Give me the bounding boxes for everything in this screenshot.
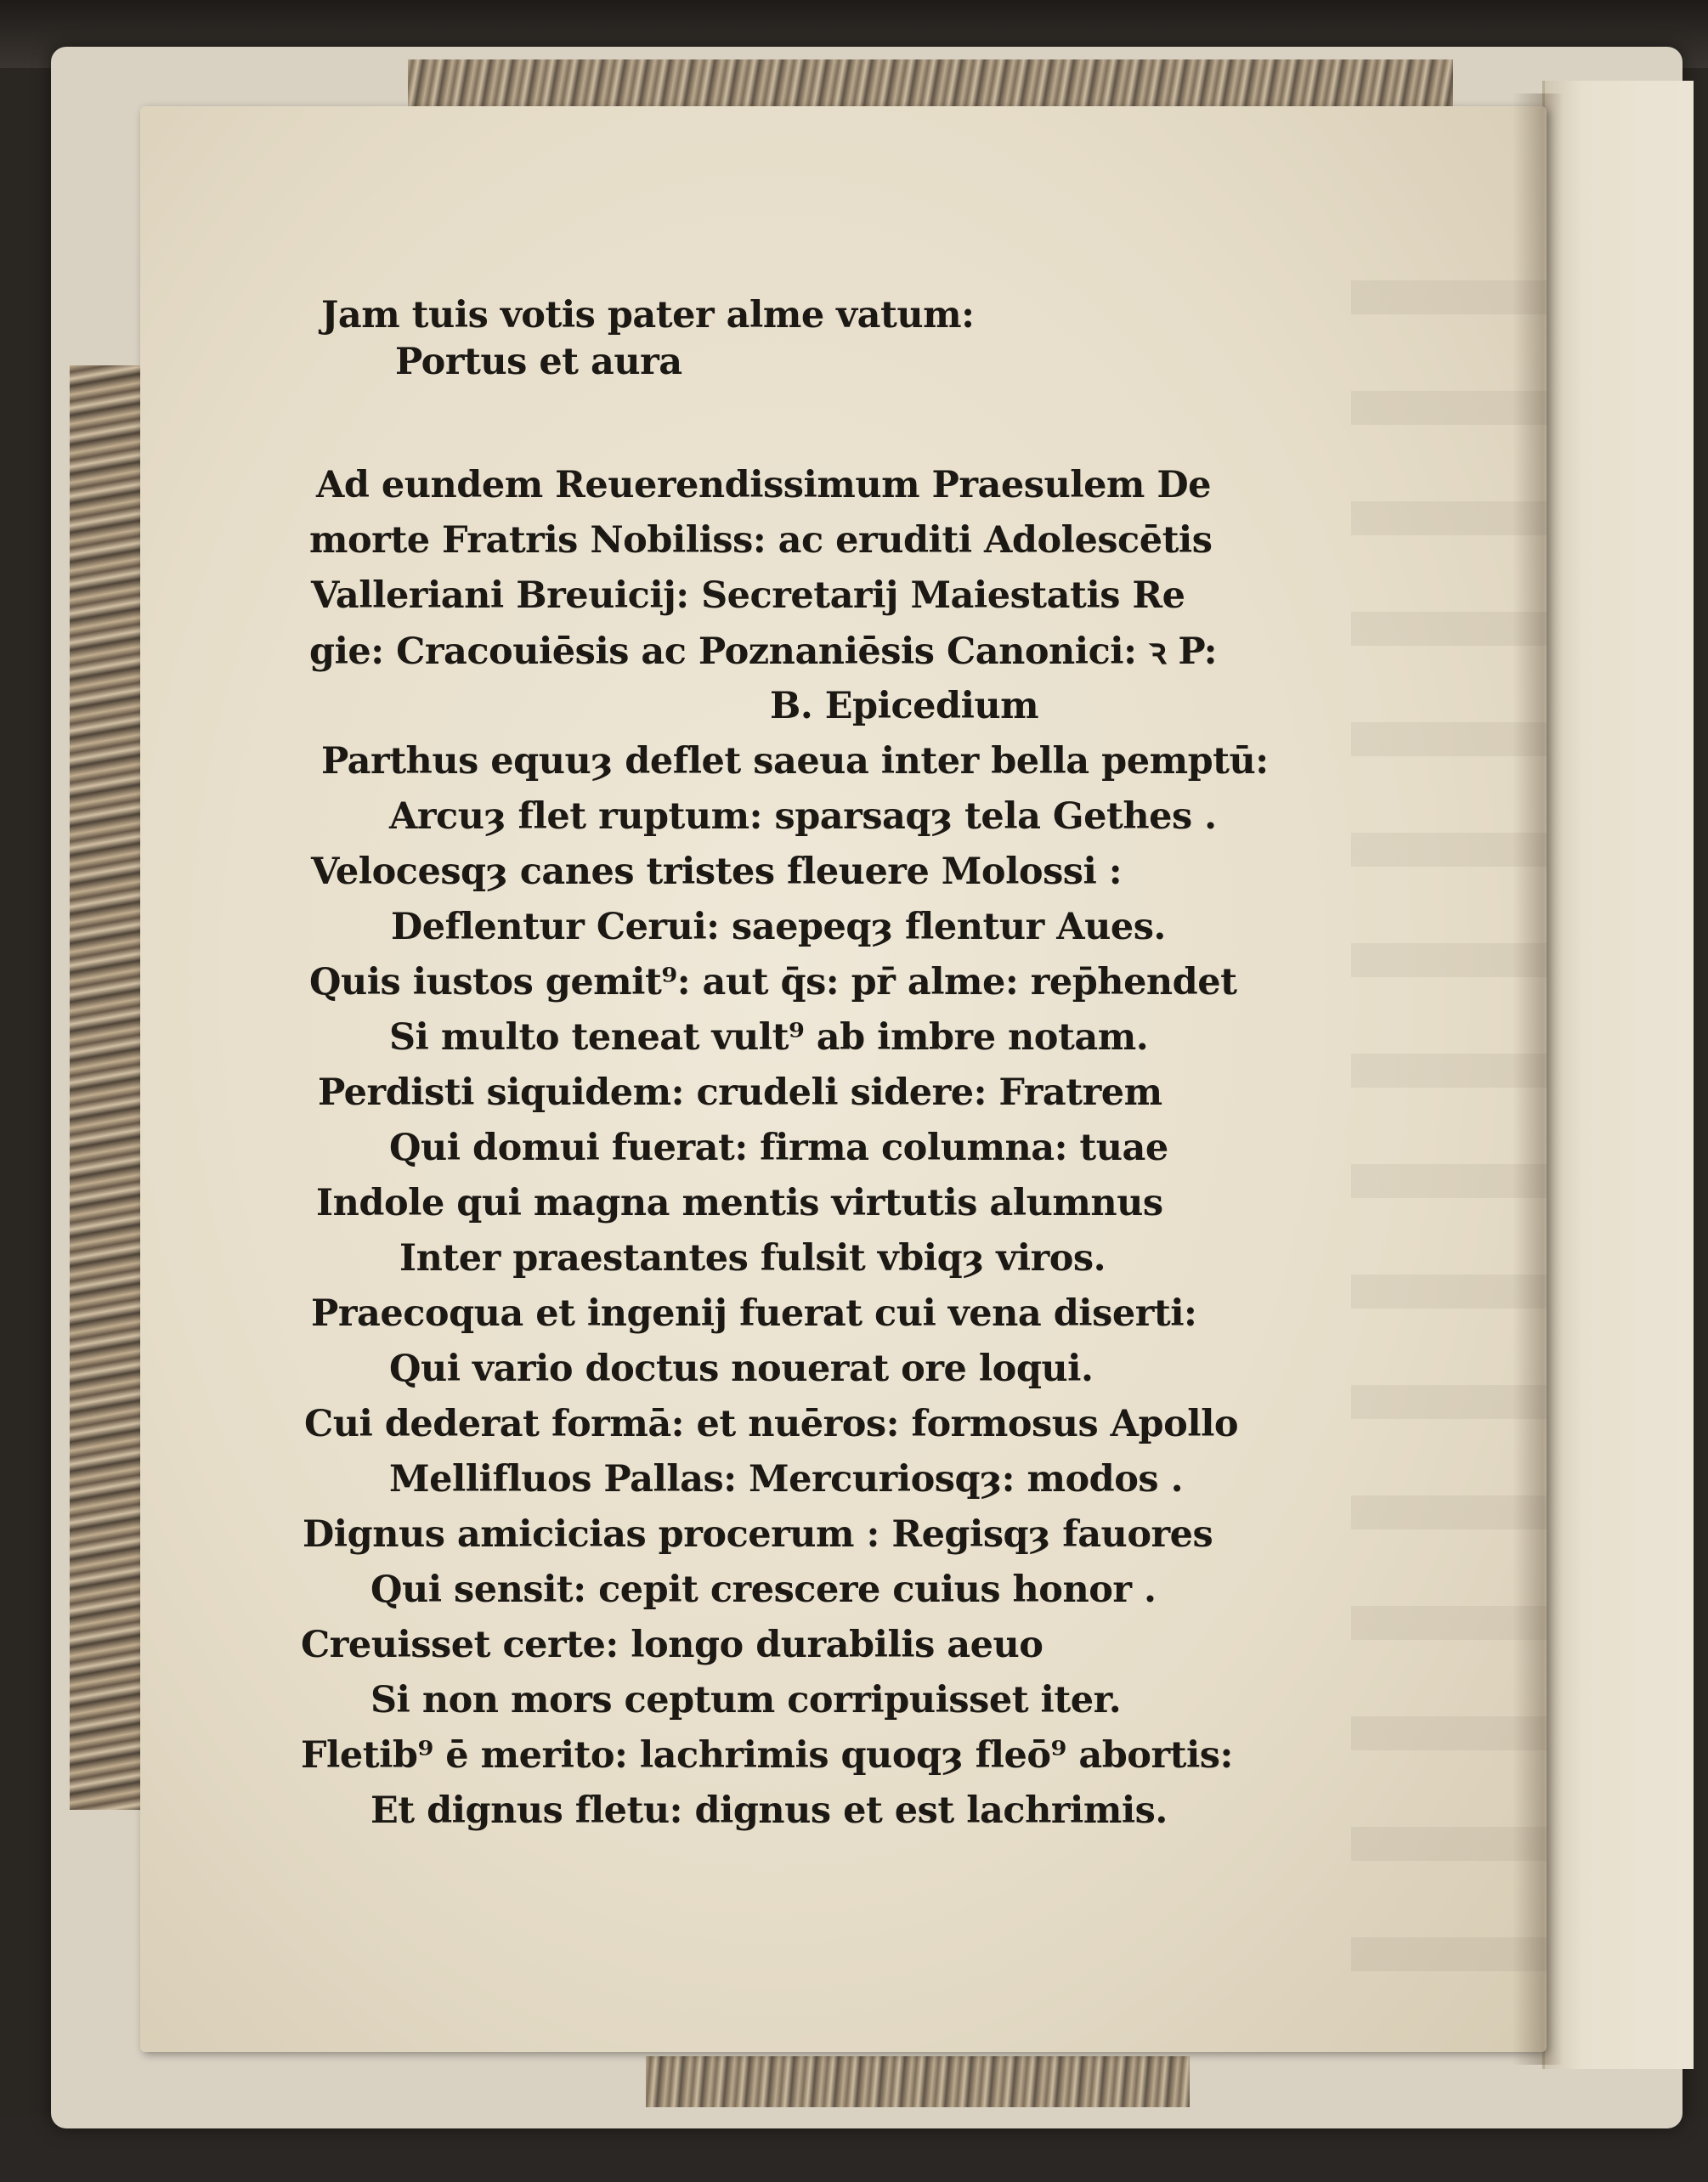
text-line: Parthus equuȝ deflet saeua inter bella pemptū: (321, 740, 1269, 783)
text-line: Qui domui fuerat: firma columna: tuae (389, 1127, 1168, 1169)
text-line: Et dignus fletu: dignus et est lachrimis. (370, 1789, 1168, 1832)
text-line: Indole qui magna mentis virtutis alumnus (316, 1182, 1163, 1224)
text-line: Mellifluos Pallas: Mercuriosqȝ: modos . (389, 1458, 1184, 1501)
heading-line: B. Epicedium (770, 685, 1039, 727)
facing-page (1542, 81, 1694, 2069)
marbled-edge-bottom (646, 2056, 1190, 2107)
heading-line: gie: Cracouiēsis ac Poznaniēsis Canonici: ꝛ P: (309, 630, 1217, 673)
text-line: Perdisti siquidem: crudeli sidere: Fratrem (318, 1071, 1162, 1114)
heading-line: Valleriani Breuicij: Secretarij Maiestatis Re (311, 574, 1185, 617)
marbled-edge-top (408, 59, 1453, 110)
text-line: Creuisset certe: longo durabilis aeuo (301, 1624, 1043, 1666)
text-line: Velocesqȝ canes tristes fleuere Molossi : (311, 851, 1123, 893)
text-line: Quis iustos gemit⁹: aut q̄s: pr̄ alme: rep̄hendet (309, 961, 1237, 1003)
heading-line: Ad eundem Reuerendissimum Praesulem De (316, 464, 1212, 506)
text-line: Deflentur Cerui: saepeqȝ flentur Aues. (391, 906, 1166, 948)
heading-line: morte Fratris Nobiliss: ac eruditi Adolescētis (309, 519, 1213, 562)
text-line: Portus et aura (395, 341, 682, 383)
text-line: Dignus amicicias procerum : Regisqȝ fauores (303, 1513, 1213, 1556)
spine-gutter (1513, 93, 1564, 2065)
text-line: Cui dederat formā: et nuēros: formosus Apollo (304, 1403, 1239, 1445)
text-line: Si non mors ceptum corripuisset iter. (370, 1679, 1122, 1721)
text-line: Fletib⁹ ē merito: lachrimis quoqȝ fleō⁹ abortis: (301, 1734, 1233, 1777)
text-line: Jam tuis votis pater alme vatum: (321, 294, 975, 336)
text-line: Inter praestantes fulsit vbiqȝ viros. (399, 1237, 1106, 1280)
text-line: Qui vario doctus nouerat ore loqui. (389, 1348, 1094, 1390)
marbled-edge-left (70, 365, 146, 1810)
text-line: Si multo teneat vult⁹ ab imbre notam. (389, 1016, 1149, 1059)
text-line: Praecoqua et ingenij fuerat cui vena diserti: (311, 1292, 1197, 1335)
text-line: Arcuȝ flet ruptum: sparsaqȝ tela Gethes . (389, 795, 1217, 838)
text-line: Qui sensit: cepit crescere cuius honor . (370, 1569, 1157, 1611)
